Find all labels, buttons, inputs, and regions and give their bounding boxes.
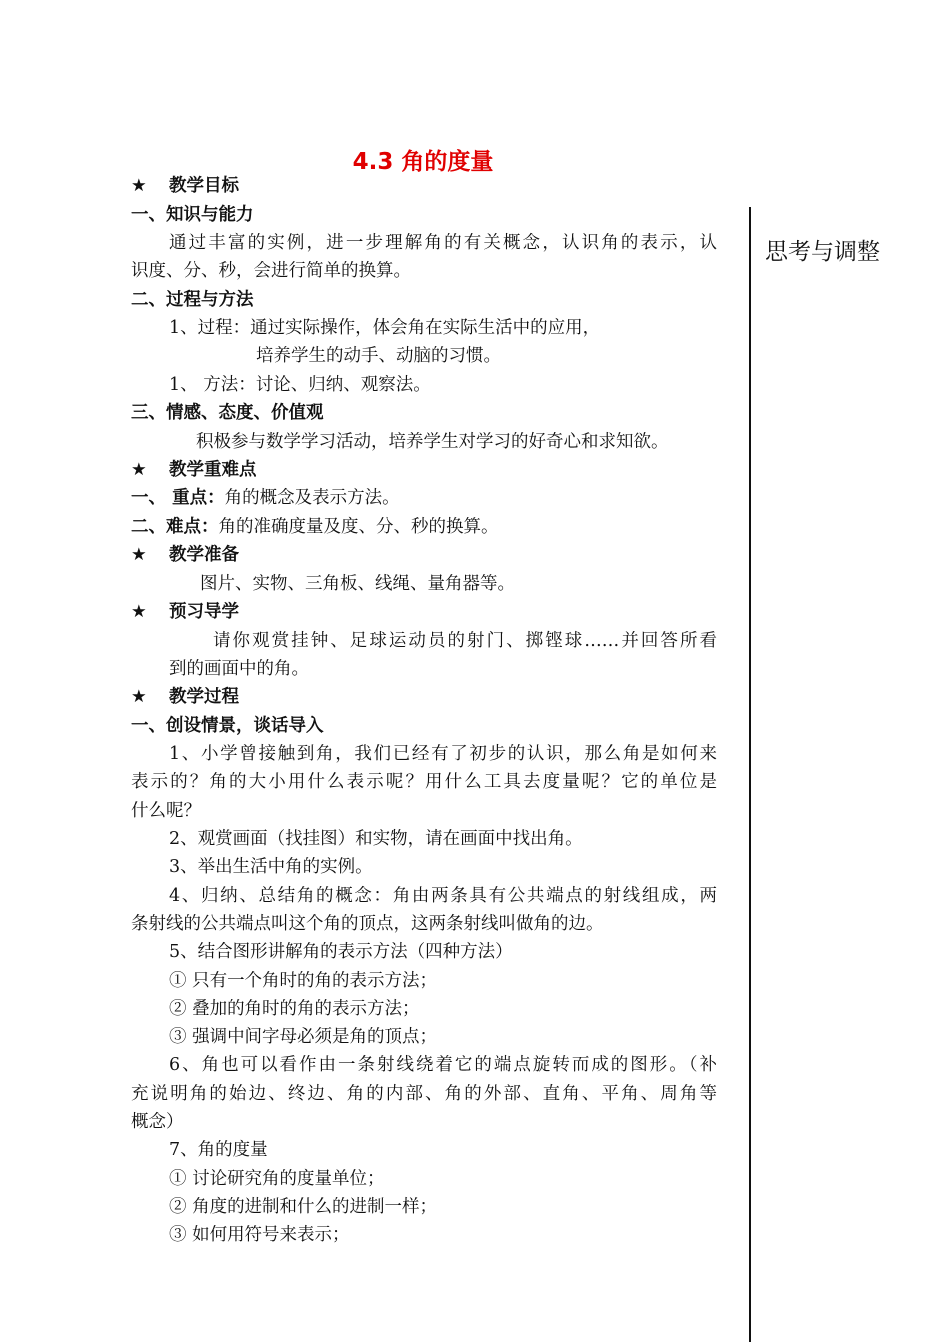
paragraph-line: 通过丰富的实例，进一步理解角的有关概念，认识角的表示，认 bbox=[169, 233, 717, 253]
subheading: 一、创设情景，谈话导入 bbox=[131, 716, 324, 736]
subheading: 三、情感、态度、价值观 bbox=[131, 403, 324, 423]
paragraph-line: 3、举出生活中角的实例。 bbox=[169, 857, 373, 877]
list-item: ① 讨论研究角的度量单位； bbox=[169, 1169, 385, 1189]
section-heading-process: ★ 教学过程 bbox=[131, 687, 239, 707]
paragraph-line: 1、 方法：讨论、归纳、观察法。 bbox=[169, 375, 431, 395]
paragraph-line: 1、小学曾接触到角，我们已经有了初步的认识，那么角是如何来 bbox=[169, 744, 717, 764]
page-title: 4.3 角的度量 bbox=[352, 149, 494, 175]
paragraph-line: 概念） bbox=[131, 1112, 184, 1132]
difficulty-line: 二、难点：角的准确度量及度、分、秒的换算。 bbox=[131, 517, 499, 537]
star-icon: ★ bbox=[131, 460, 147, 480]
list-item: ① 只有一个角时的角的表示方法； bbox=[169, 971, 438, 991]
paragraph-line: 积极参与数学学习活动，培养学生对学习的好奇心和求知欲。 bbox=[196, 432, 669, 452]
section-heading-preview: ★ 预习导学 bbox=[131, 602, 239, 622]
list-item: ② 叠加的角时的角的表示方法； bbox=[169, 999, 420, 1019]
star-icon: ★ bbox=[131, 176, 147, 196]
paragraph-line: 请你观赏挂钟、足球运动员的射门、掷铿球……并回答所看 bbox=[213, 631, 717, 651]
paragraph-line: 6、角也可以看作由一条射线绕着它的端点旋转而成的图形。（补 bbox=[169, 1055, 717, 1075]
star-icon: ★ bbox=[131, 602, 147, 622]
paragraph-line: 什么呢？ bbox=[131, 801, 201, 821]
paragraph-line: 充说明角的始边、终边、角的内部、角的外部、直角、平角、周角等 bbox=[131, 1084, 717, 1104]
list-item: ③ 如何用符号来表示； bbox=[169, 1225, 350, 1245]
paragraph-line: 图片、实物、三角板、线绳、量角器等。 bbox=[200, 574, 515, 594]
paragraph-line: 1、过程：通过实际操作，体会角在实际生活中的应用， bbox=[169, 318, 601, 338]
section-heading-preparation: ★ 教学准备 bbox=[131, 545, 239, 565]
paragraph-line: 7、角的度量 bbox=[169, 1140, 268, 1160]
paragraph-line: 培养学生的动手、动脑的习惯。 bbox=[256, 346, 501, 366]
star-icon: ★ bbox=[131, 545, 147, 565]
paragraph-line: 5、结合图形讲解角的表示方法（四种方法） bbox=[169, 942, 513, 962]
star-icon: ★ bbox=[131, 687, 147, 707]
paragraph-line: 识度、分、秒，会进行简单的换算。 bbox=[131, 261, 411, 281]
column-divider bbox=[749, 207, 751, 1342]
key-point-line: 一、 重点：角的概念及表示方法。 bbox=[131, 488, 400, 508]
paragraph-line: 条射线的公共端点叫这个角的顶点，这两条射线叫做角的边。 bbox=[131, 914, 604, 934]
list-item: ③ 强调中间字母必须是角的顶点； bbox=[169, 1027, 438, 1047]
side-column-title: 思考与调整 bbox=[765, 239, 880, 265]
section-heading-key-points: ★ 教学重难点 bbox=[131, 460, 257, 480]
subheading: 一、知识与能力 bbox=[131, 205, 254, 225]
paragraph-line: 4、归纳、总结角的概念：角由两条具有公共端点的射线组成，两 bbox=[169, 886, 717, 906]
paragraph-line: 到的画面中的角。 bbox=[169, 659, 309, 679]
subheading: 二、过程与方法 bbox=[131, 290, 254, 310]
list-item: ② 角度的进制和什么的进制一样； bbox=[169, 1197, 438, 1217]
paragraph-line: 表示的？角的大小用什么表示呢？用什么工具去度量呢？它的单位是 bbox=[131, 772, 717, 792]
paragraph-line: 2、观赏画面（找挂图）和实物，请在画面中找出角。 bbox=[169, 829, 583, 849]
section-heading-goals: ★ 教学目标 bbox=[131, 176, 239, 196]
